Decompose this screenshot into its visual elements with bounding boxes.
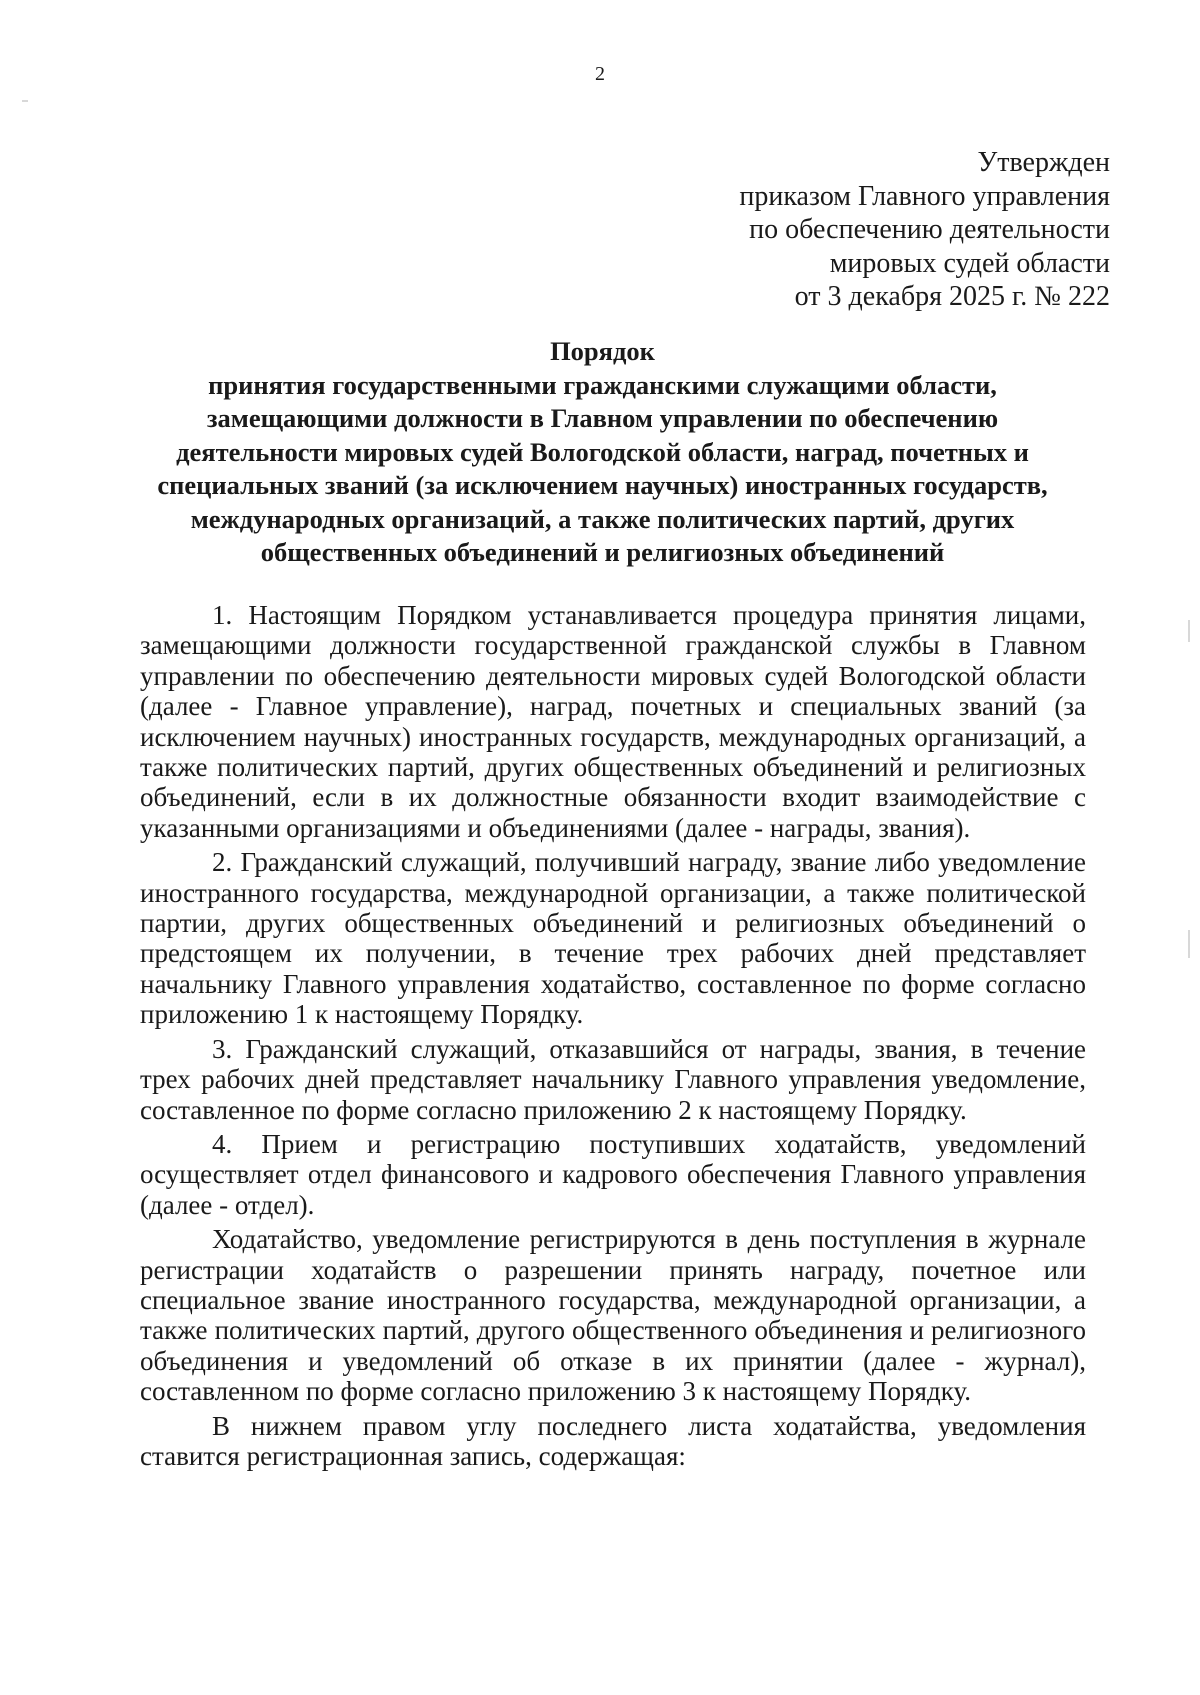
approval-line: от 3 декабря 2025 г. № 222 bbox=[794, 281, 1110, 312]
paragraph-1: 1. Настоящим Порядком устанавливается процедура принятия лицами, замещающими должности государственной гражданской службы в Главном управлении по обеспечению деятельности мировых судей Вологодской области (далее - Главное управление), наград, почетных и специальных званий (за исключением научных) иностранных государств, международных организаций, а также политических партий, других общественных объединений и религиозных объединений, если в их должностные обязанности входит взаимодействие с указанными организациями и объединениями (далее - награды, звания). bbox=[140, 600, 1086, 843]
paragraph-3: 3. Гражданский служащий, отказавшийся от награды, звания, в течение трех рабочих дней представляет начальнику Главного управления уведомление, составленное по форме согласно приложению 2 к настоящему Порядку. bbox=[140, 1033, 1086, 1125]
title-line: деятельности мировых судей Вологодской области, наград, почетных и bbox=[176, 436, 1029, 467]
scan-artifact bbox=[22, 100, 28, 102]
title-line: замещающими должности в Главном управлении по обеспечению bbox=[206, 403, 999, 433]
document-title bbox=[120, 335, 1085, 570]
approval-stamp-block bbox=[590, 146, 1110, 314]
approval-line: Утвержден bbox=[977, 147, 1110, 178]
title-line: принятия государственными гражданскими служащими области, bbox=[208, 369, 997, 400]
paragraph-4: 4. Прием и регистрацию поступивших ходатайств, уведомлений осуществляет отдел финансового и кадрового обеспечения Главного управления (далее - отдел). bbox=[140, 1128, 1086, 1220]
title-line: общественных объединений и религиозных объединений bbox=[260, 537, 945, 567]
title-line: международных организаций, а также политических партий, других bbox=[190, 503, 1015, 534]
paragraph-6: В нижнем правом углу последнего листа ходатайства, уведомления ставится регистрационная запись, содержащая: bbox=[140, 1410, 1086, 1471]
title-heading: Порядок bbox=[550, 336, 655, 366]
approval-line: мировых судей области bbox=[829, 247, 1110, 279]
paragraph-5: Ходатайство, уведомление регистрируются в день поступления в журнале регистрации ходатайств о разрешении принять награду, почетное или специальное звание иностранного государства, международной организации, а также политических партий, другого общественного объединения и религиозного объединения и уведомлений об отказе в их принятии (далее - журнал), составленном по форме согласно приложению 3 к настоящему Порядку. bbox=[140, 1224, 1086, 1407]
paragraph-2: 2. Гражданский служащий, получивший награду, звание либо уведомление иностранного государства, международной организации, а также политической партии, других общественных объединений и религиозных объединений о предстоящем их получении, в течение трех рабочих дней представляет начальнику Главного управления ходатайство, составленное по форме согласно приложению 1 к настоящему Порядку. bbox=[140, 847, 1086, 1030]
approval-line: по обеспечению деятельности bbox=[749, 214, 1110, 245]
scan-artifact bbox=[1188, 620, 1190, 642]
page-number: 2 bbox=[595, 63, 605, 85]
scan-artifact bbox=[1188, 930, 1190, 958]
document-body bbox=[140, 600, 1086, 1471]
title-line: специальных званий (за исключением научных) иностранных государств, bbox=[157, 470, 1048, 500]
approval-line: приказом Главного управления bbox=[739, 180, 1110, 212]
